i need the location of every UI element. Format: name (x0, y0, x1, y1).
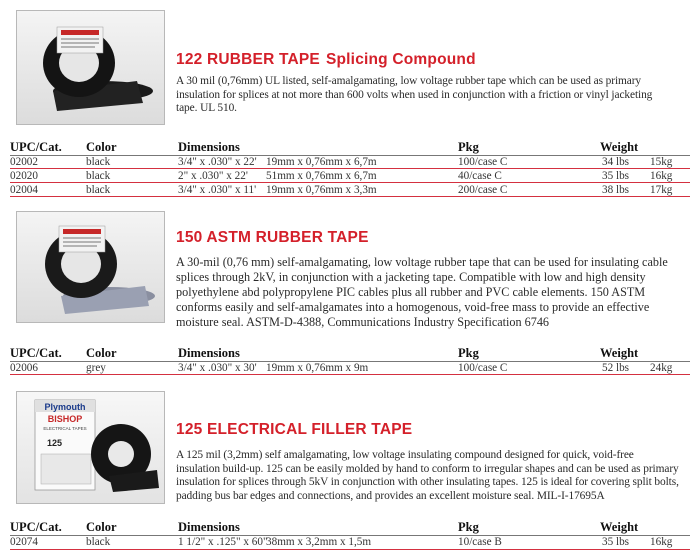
cell-pkg: 10/case B (458, 536, 502, 548)
product-title-150: 150 ASTM RUBBER TAPE (176, 229, 369, 246)
cell-pkg: 200/case C (458, 184, 508, 196)
cell-lbs: 52 lbs (602, 362, 630, 374)
product-image-125 (16, 391, 165, 504)
product-title-122 (176, 51, 476, 69)
col-weight: Weight (600, 520, 639, 534)
cell-color: grey (86, 362, 106, 374)
product-description-150: A 30-mil (0,76 mm) self-amalgamating, low voltage rubber tape that can be used for insulating cable splices through 2kV, in conjunction with a jacketing tape. Compatible with low and high density polyethylene abd polypropylene PIC cables plus all rubber and PVC cable elements. 150 ASTM conforms easily and self-amalgamates into a homogenous, void-free mass to provide an effective moisture seal. ASTM-D-4388, Communications Industry Specification 6746 (176, 255, 668, 329)
cell-dim-mm: 19mm x 0,76mm x 3,3m (266, 184, 377, 196)
product-description-125: A 125 mil (3,2mm) self amalgamating, low voltage insulating compound designed for quick, void-free insulation build-up. 125 can be easily molded by hand to conform to irregular shapes and can be used as primary insulation for splices through 5kV in conjunction with other insulating tapes. 125 is ideal for covering split bolts, padding bus bar edges and connections, and provides an excellent moisture seal. MIL-I-17695A (176, 449, 679, 502)
col-dimensions: Dimensions (178, 346, 240, 360)
table-header (10, 346, 690, 360)
cell-dim-in: 1 1/2" x .125" x 60" (178, 536, 268, 548)
cell-upc: 02002 (10, 156, 38, 168)
col-pkg: Pkg (458, 346, 479, 360)
subtitle-text: Splicing Compound (325, 51, 476, 68)
table-row (10, 156, 690, 168)
col-upc: UPC/Cat. (10, 520, 62, 534)
cell-dim-mm: 38mm x 3,2mm x 1,5m (266, 536, 372, 548)
col-dimensions: Dimensions (178, 140, 240, 154)
cell-lbs: 35 lbs (602, 536, 630, 548)
col-color: Color (86, 140, 117, 154)
cell-pkg: 100/case C (458, 156, 508, 168)
divider (10, 182, 690, 183)
cell-lbs: 38 lbs (602, 184, 630, 196)
cell-color: black (86, 536, 111, 548)
product-image-150 (16, 211, 165, 323)
cell-pkg: 100/case C (458, 362, 508, 374)
box-sub: BISHOP (47, 414, 83, 424)
cell-upc: 02074 (10, 536, 38, 548)
col-upc: UPC/Cat. (10, 140, 62, 154)
col-color: Color (86, 346, 117, 360)
box-line: ELECTRICAL TAPES (43, 426, 87, 431)
title-text: 122 RUBBER TAPE (176, 51, 320, 68)
product-image-122 (16, 10, 165, 125)
cell-color: black (86, 170, 111, 182)
box-code: 125 (47, 438, 63, 448)
tape-roll-icon (17, 212, 164, 322)
cell-upc: 02020 (10, 170, 38, 182)
table-row (10, 170, 690, 182)
cell-upc: 02006 (10, 362, 38, 374)
cell-dim-mm: 51mm x 0,76mm x 6,7m (266, 170, 377, 182)
col-color: Color (86, 520, 117, 534)
cell-lbs: 35 lbs (602, 170, 630, 182)
cell-lbs: 34 lbs (602, 156, 630, 168)
table-row (10, 362, 690, 374)
cell-kg: 17kg (650, 184, 673, 196)
divider (10, 168, 690, 169)
cell-kg: 16kg (650, 170, 673, 182)
col-weight: Weight (600, 140, 639, 154)
col-pkg: Pkg (458, 520, 479, 534)
col-pkg: Pkg (458, 140, 479, 154)
filler-tape-box-icon (17, 392, 164, 503)
divider (10, 374, 690, 375)
product-description-122: A 30 mil (0,76mm) UL listed, self-amalgamating, low voltage rubber tape which can be used as primary insulation for splices at not more than 600 volts when used in conjunction with a friction or vinyl jacketing tape. UL 510. (176, 75, 653, 115)
col-upc: UPC/Cat. (10, 346, 62, 360)
col-weight: Weight (600, 346, 639, 360)
cell-color: black (86, 156, 111, 168)
cell-upc: 02004 (10, 184, 38, 196)
cell-dim-mm: 19mm x 0,76mm x 9m (266, 362, 369, 374)
table-header (10, 140, 690, 154)
tape-roll-icon (17, 11, 164, 124)
cell-dim-in: 3/4" x .030" x 11' (178, 184, 257, 196)
cell-color: black (86, 184, 111, 196)
divider (10, 196, 690, 197)
box-brand: Plymouth (44, 402, 86, 412)
cell-dim-in: 3/4" x .030" x 22' (178, 156, 257, 168)
cell-dim-mm: 19mm x 0,76mm x 6,7m (266, 156, 377, 168)
cell-pkg: 40/case C (458, 170, 502, 182)
col-dimensions: Dimensions (178, 520, 240, 534)
table-row (10, 184, 690, 196)
product-title-125: 125 ELECTRICAL FILLER TAPE (176, 421, 413, 438)
cell-dim-in: 2" x .030" x 22' (178, 170, 248, 182)
divider (10, 549, 690, 550)
cell-dim-in: 3/4" x .030" x 30' (178, 362, 257, 374)
cell-kg: 16kg (650, 536, 673, 548)
cell-kg: 24kg (650, 362, 673, 374)
table-header (10, 520, 690, 534)
cell-kg: 15kg (650, 156, 673, 168)
table-row (10, 536, 690, 548)
